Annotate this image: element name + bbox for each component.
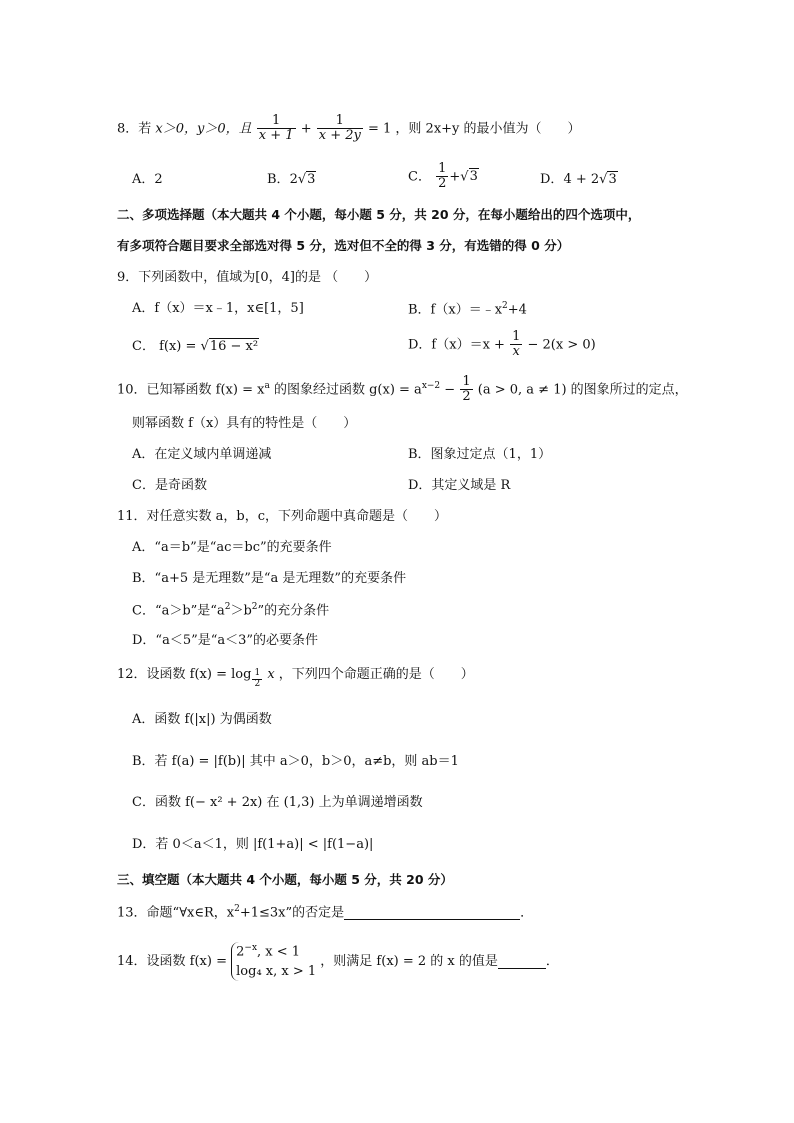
question-10-stem: 10．已知幂函数 $f(x) = x^a$ 的图象经过函数 $g(x) = a^{x-2}$ − $\frac{1}{2}$ (a > 0, a ≠ 1) 的图象所过的定点， (117, 374, 688, 405)
question-14-stem: 14．设函数 f(x) = $2^{-x}$, x < 1 log₄ x, x > 1 ，则满足 f(x) = 2 的 x 的值是 ． (117, 942, 559, 981)
q8-option-d: D．4 + 2√3 (540, 172, 617, 187)
q8-condition: x＞0，y＞0，且 (155, 121, 252, 137)
q8-option-c: C． $\frac{1}{2}$ +√3 (408, 161, 478, 192)
q10-option-d: D．其定义域是 R (408, 478, 511, 493)
q8-fraction-1: $\frac{1}{x + 1}$ (258, 113, 294, 144)
question-8-stem: 8．若 x＞0，y＞0，且 $\frac{1}{x + 1}$ + $\frac{1}{x + 2y}$ = 1 ，则 2x+y 的最小值为（ ） (117, 113, 581, 144)
question-13-stem: 13．命题“∀x∈R，$x^2+1\le 3x$”的否定是 ． (117, 904, 534, 921)
q8-fraction-2: $\frac{1}{x + 2y}$ (318, 113, 361, 144)
q11-option-c: C．“a＞b”是“$a^2>b^2$”的充分条件 (132, 602, 330, 619)
q11-option-a: A．“a＝b”是“ac＝bc”的充要条件 (132, 540, 332, 555)
q8-option-c-fraction: $\frac{1}{2}$ (438, 161, 447, 192)
q9-option-d-fraction: $\frac{1}{x}$ (512, 329, 521, 360)
q10-option-b: B．图象过定点（1，1） (408, 447, 552, 462)
q11-option-d: D．“a＜5”是“a＜3”的必要条件 (132, 633, 319, 648)
question-9-stem: 9．下列函数中，值域为[0，4]的是 （ ） (117, 270, 378, 285)
q8-option-a: A．2 (132, 172, 163, 187)
section-2-header-line-2: 有多项符合题目要求全部选对得 5 分，选对但不全的得 3 分，有选错的得 0 分） (117, 238, 570, 253)
q11-option-b: B．“a+5 是无理数”是“a 是无理数”的充要条件 (132, 571, 407, 586)
question-12-stem: 12．设函数 f(x) = log $_{\frac{1}{2}}$ x ，下列四个命题正确的是（ ） (117, 667, 474, 689)
q9-option-b: B．$f(x)=﹣x^2+4$ (408, 301, 527, 318)
q12-option-a: A．函数 f(|x|) 为偶函数 (132, 712, 272, 727)
q13-answer-blank[interactable] (344, 906, 520, 920)
q9-option-c: C． f(x) = √16 − x² (132, 339, 259, 354)
q12-option-b: B．若 f(a) = |f(b)| 其中 a＞0，b＞0，a≠b，则 ab＝1 (132, 754, 459, 769)
section-3-header: 三、填空题（本大题共 4 个小题，每小题 5 分，共 20 分） (117, 872, 453, 887)
q8-rest: ，则 2x+y 的最小值为（ ） (395, 121, 581, 137)
question-11-stem: 11．对任意实数 a，b，c，下列命题中真命题是（ ） (117, 509, 448, 524)
q14-answer-blank[interactable] (498, 955, 546, 969)
q8-number: 8．若 (117, 121, 152, 137)
q10-option-c: C．是奇函数 (132, 478, 207, 493)
q12-option-c: C．函数 f(− x² + 2x) 在 (1,3) 上为单调递增函数 (132, 795, 423, 810)
section-2-header-line-1: 二、多项选择题（本大题共 4 个小题，每小题 5 分，共 20 分，在每小题给出的四个选项中， (117, 207, 641, 222)
q10-fraction: $\frac{1}{2}$ (462, 374, 471, 405)
q8-option-b: B．2√3 (267, 172, 316, 187)
q12-option-d: D．若 0＜a＜1，则 |f(1+a)| < |f(1−a)| (132, 837, 374, 852)
q14-piecewise-cases: $2^{-x}$, x < 1 log₄ x, x > 1 (231, 942, 316, 981)
q9-option-d: D．f（x）＝x + $\frac{1}{x}$ − 2(x > 0) (408, 329, 596, 360)
question-10-line-2: 则幂函数 f（x）具有的特性是（ ） (132, 416, 357, 431)
q10-option-a: A．在定义域内单调递减 (132, 447, 272, 462)
q12-log-base-fraction: 1 2 (254, 667, 261, 689)
q9-option-a: A．f（x）＝x﹣1，x∈[1，5] (132, 301, 304, 316)
